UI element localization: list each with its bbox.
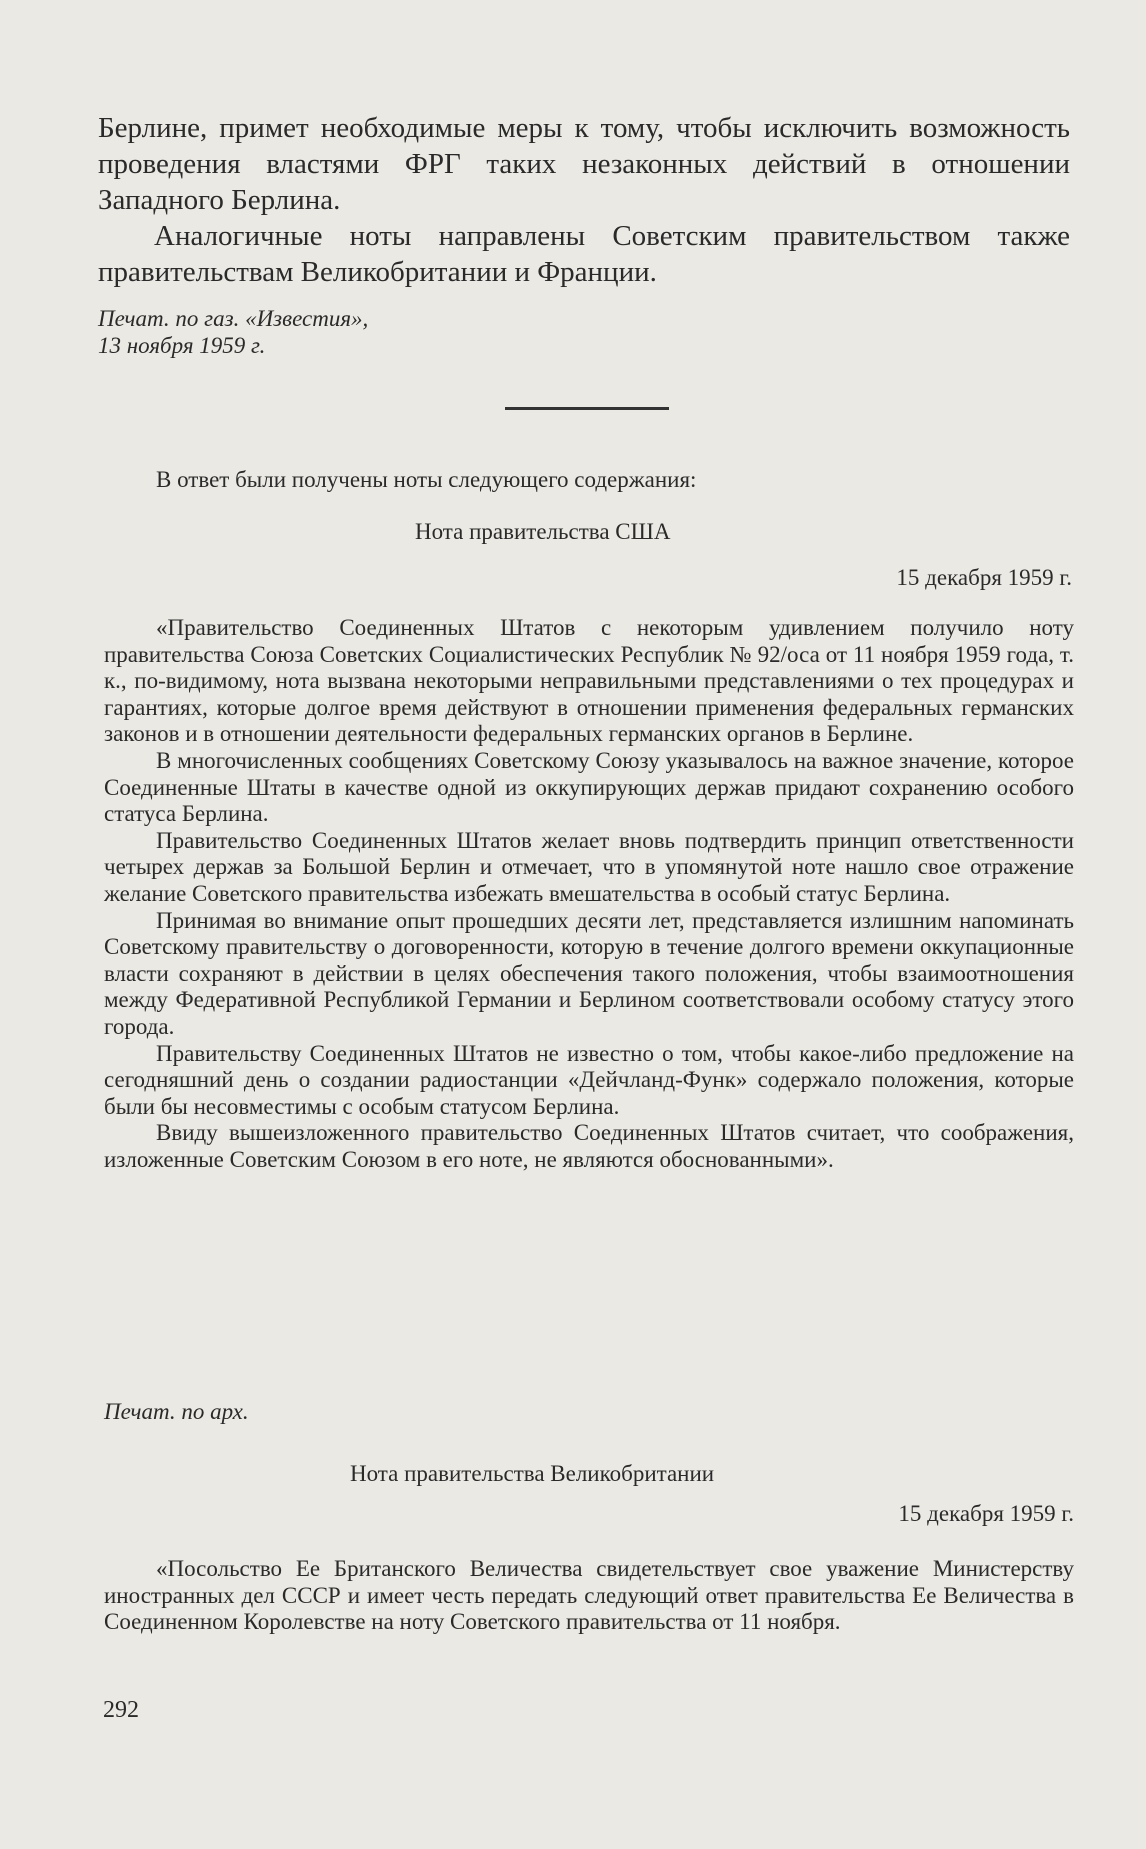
usa-note-paragraph: Правительство Соединенных Штатов желает вновь подтвердить принцип ответственности четырех держав за Большой Берлин и отмечает, что в упомянутой ноте нашло свое отражение желание Советского правительства избежать вмешательства в особый статус Берлина. xyxy=(104,827,1074,906)
top-text-block xyxy=(98,110,1070,290)
usa-note-paragraph: Правительству Соединенных Штатов не известно о том, чтобы какое-либо предложение на сегодняшний день о создании радиостанции «Дейчланд-Функ» содержало положения, которые были бы несовместимы с особым статусом Берлина. xyxy=(104,1040,1074,1119)
archive-source: Печат. по арх. xyxy=(104,1399,249,1424)
usa-note-paragraph: «Правительство Соединенных Штатов с некоторым удивлением получило ноту правительства Союза Советских Социалистических Республик № 92/оса от 11 ноября 1959 года, т. к., по-видимому, нота вызвана некоторыми неправильными представлениями о тех процедурах и гарантиях, которые долгое время действуют в отношении применения федеральных германских законов и в отношении деятельности федеральных германских органов в Берлине. xyxy=(104,615,1074,747)
usa-note-heading: Нота правительства США xyxy=(415,519,671,544)
newspaper-source-line-2: 13 ноября 1959 г. xyxy=(98,333,266,358)
uk-note-heading: Нота правительства Великобритании xyxy=(350,1461,715,1486)
top-paragraph-1: Берлине, примет необходимые меры к тому, чтобы исключить возможность проведения властями ФРГ таких незаконных действий в отношении Западного Берлина. xyxy=(98,112,1070,216)
usa-note-paragraph: Ввиду вышеизложенного правительство Соединенных Штатов считает, что соображения, изложенные Советским Союзом в его ноте, не являются обоснованными». xyxy=(104,1120,1074,1172)
usa-note-date: 15 декабря 1959 г. xyxy=(896,565,1072,590)
top-paragraph-2: Аналогичные ноты направлены Советским правительством также правительствам Великобритании и Франции. xyxy=(98,220,1070,288)
section-divider xyxy=(505,407,669,410)
usa-note-paragraph: В многочисленных сообщениях Советскому Союзу указывалось на важное значение, которое Соединенные Штаты в качестве одной из оккупирующих держав придают сохранению особого статуса Берлина. xyxy=(104,747,1074,827)
usa-note-paragraph: Принимая во внимание опыт прошедших десяти лет, представляется излишним напоминать Советскому правительству о договоренности, которую в течение долгого времени оккупационные власти сохраняют в действии в целях обеспечения такого положения, чтобы взаимоотношения между Федеративной Республикой Германии и Берлином соответствовали особому статусу этого города. xyxy=(104,907,1074,1039)
intro-line: В ответ были получены ноты следующего содержания: xyxy=(156,467,697,492)
newspaper-source-line-1: Печат. по газ. «Известия», xyxy=(98,306,369,331)
uk-note-date: 15 декабря 1959 г. xyxy=(898,1501,1074,1526)
usa-note-body xyxy=(104,615,1074,1173)
page-number: 292 xyxy=(103,1697,139,1723)
uk-note-paragraph: «Посольство Ее Британского Величества свидетельствует свое уважение Министерству иностранных дел СССР и имеет честь передать следующий ответ правительства Ее Величества в Соединенном Королевстве на ноту Советского правительства от 11 ноября. xyxy=(104,1556,1074,1635)
newspaper-source xyxy=(98,305,368,359)
uk-note-body xyxy=(104,1556,1074,1636)
